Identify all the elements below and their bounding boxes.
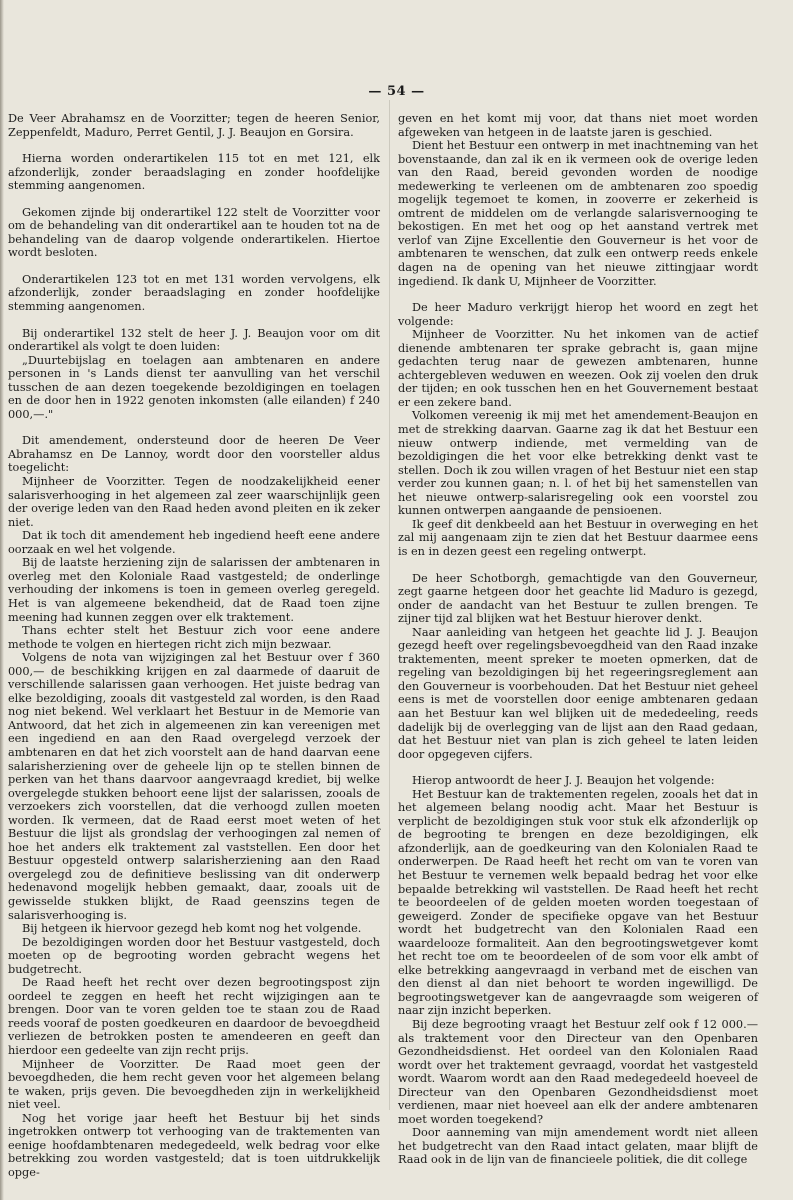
paragraph: Nog het vorige jaar heeft het Bestuur bij het sinds ingetrokken ontwerp tot verhooging van de traktementen van eenige hoofdambtenaren medegedeeld, welk bedrag voor elke betrekking zou worden vastgesteld; dat is toen uitdrukkelijk opge-: [8, 1111, 380, 1179]
paragraph: Het Bestuur kan de traktementen regelen, zooals het dat in het algemeen belang noodig acht. Maar het Bestuur is verplicht de bezoldigingen stuk voor stuk elk afzonderlijk op de begrooting te brengen en deze bezoldigingen, elk afzonderlijk, aan de goedkeuring van den Kolonialen Raad te onderwerpen. De Raad heeft het recht om van te voren van het Bestuur te vernemen welk bepaald bedrag het voor elke bepaalde betrekking wil vaststellen. De Raad heeft het recht te beoordeelen of de gelden moeten worden toegestaan of geweigerd. Zonder de specifieke opgave van het Bestuur wordt het budgetrecht van den Kolonialen Raad een waardelooze formaliteit. Aan den begrootingswetgever komt het recht toe om te beoordeelen of de som voor elk ambt of elke betrekking aangevraagd in verband met de eischen van den dienst al dan niet behoort te worden ingewilligd. De begrootingswetgever kan de aangevraagde som weigeren of naar zijn inzicht beperken.: [398, 787, 758, 1018]
paragraph: Ik geef dit denkbeeld aan het Bestuur in overweging en het zal mij aangenaam zijn te zien dat het Bestuur daarmee eens is en in dezen geest een regeling ontwerpt.: [398, 517, 758, 558]
page-number: — 54 —: [368, 84, 425, 99]
paragraph: Bij hetgeen ik hiervoor gezegd heb komt nog het volgende.: [22, 922, 362, 936]
left-column: [8, 112, 380, 1179]
paragraph: Mijnheer de Voorzitter. De Raad moet geen der bevoegdheden, die hem recht geven voor het algemeen belang te waken, prijs geven. Die bevoegdheden zijn in werkelijkheid niet veel.: [8, 1057, 380, 1112]
paragraph: Volkomen vereenig ik mij met het amendement-Beaujon en met de strekking daarvan. Gaarne zag ik dat het Bestuur een nieuw ontwerp indiende, met vermelding van de bezoldigingen die het voor elke betrekking denkt vast te stellen. Doch ik zou willen vragen of het Bestuur niet een stap verder zou kunnen gaan; n. l. of het bij het samenstellen van het nieuwe ontwerp-salarisregeling ook een voorstel zou kunnen ontwerpen aangaande de pensioenen.: [398, 409, 758, 518]
paragraph: Bij onderartikel 132 stelt de heer J. J. Beaujon voor om dit onderartikel als volgt te doen luiden:: [8, 326, 380, 354]
paragraph: Volgens de nota van wijzigingen zal het Bestuur over f 360 000,— de beschikking krijgen en zal daarmede of daaruit de verschillende salarissen gaan verhoogen. Het juiste bedrag van elke bezoldiging, zooals dit vastgesteld zal worden, is den Raad nog niet bekend. Wel verklaart het Bestuur in de Memorie van Antwoord, dat het zich in algemeenen zin kan vereenigen met een ingediend en aan den Raad overgelegd verzoek der ambtenaren en dat het zich voorstelt aan de hand daarvan eene salarisherziening over de geheele lijn op te stellen binnen de perken van het thans daarvoor aangevraagd krediet, bij welke overgelegde stukken behoort eene lijst der salarissen, zooals de verzoekers zich voorstellen, dat die verhoogd zullen moeten worden. Ik vermeen, dat de Raad eerst moet weten of het Bestuur die lijst als grondslag der verhoogingen zal nemen of hoe het anders elk traktement zal vaststellen. Een door het Bestuur opgesteld ontwerp salarisherziening aan den Raad overgelegd zou de definitieve beslissing van dit onderwerp hedenavond mogelijk hebben gemaakt, daar, zooals uit de gewisselde stukken blijkt, de Raad geenszins tegen de salarisverhooging is.: [8, 651, 380, 922]
paragraph: De bezoldigingen worden door het Bestuur vastgesteld, doch moeten op de begrooting worden gebracht wegens het budgetrecht.: [8, 935, 380, 976]
paragraph: Dat ik toch dit amendement heb ingediend heeft eene andere oorzaak en wel het volgende.: [8, 529, 380, 556]
column-divider: [389, 100, 390, 1110]
paragraph: Hierop antwoordt de heer J. J. Beaujon het volgende:: [412, 774, 715, 788]
paragraph: Dit amendement, ondersteund door de heeren De Veer Abrahamsz en De Lannoy, wordt door den voorsteller aldus toegelicht:: [8, 434, 380, 475]
paragraph: Mijnheer de Voorzitter. Nu het inkomen van de actief dienende ambtenaren ter sprake gebracht is, gaan mijne gedachten terug naar de gewezen ambtenaren, hunne achtergebleven weduwen en weezen. Ook zij voelen den druk der tijden; en ook tusschen hen en het Gouvernement bestaat er een zekere band.: [398, 328, 758, 409]
paragraph: Thans echter stelt het Bestuur zich voor eene andere methode te volgen en hiertegen richt zich mijn bezwaar.: [8, 624, 380, 651]
scan-edge-shadow: [0, 0, 4, 1200]
paragraph: „Duurtebijslag en toelagen aan ambtenaren en andere personen in 's Lands dienst ter aanvulling van het verschil tusschen de aan dezen toegekende bezoldigingen en toelagen en de door hen in 1922 genoten inkomsten (alle eilanden) f 240 000,—.": [8, 353, 380, 421]
paragraph: Door aanneming van mijn amendement wordt niet alleen het budgetrecht van den Raad intact gelaten, maar blijft de Raad ook in de lijn van de financieele politiek, die dit college: [398, 1126, 758, 1167]
paragraph: De heer Maduro verkrijgt hierop het woord en zegt het volgende:: [398, 301, 758, 328]
paragraph: Hierna worden onderartikelen 115 tot en met 121, elk afzonderlijk, zonder beraadslaging en zonder hoofdelijke stemming aangenomen.: [8, 152, 380, 193]
paragraph: Dient het Bestuur een ontwerp in met inachtneming van het bovenstaande, dan zal ik en ik vermeen ook de overige leden van den Raad, bereid gevonden worden de noodige medewerking te verleenen om de ambtenaren zoo spoedig mogelijk tegemoet te komen, in zooverre er zekerheid is omtrent de middelen om de verlangde salarisvernooging te bekostigen. En met het oog op het aanstand vertrek met verlof van Zijne Excellentie den Gouverneur is het voor de ambtenaren te wenschen, dat zulk een ontwerp reeds enkele dagen na de opening van het nieuwe zittingjaar wordt ingediend. Ik dank U, Mijnheer de Voorzitter.: [398, 139, 758, 288]
paragraph: De Raad heeft het recht over dezen begrootingspost zijn oordeel te zeggen en heeft het recht wijzigingen aan te brengen. Door van te voren gelden toe te staan zou de Raad reeds vooraf de posten goedkeuren en daardoor de bevoegdheid verliezen de betrokken posten te amendeeren en geeft dan hierdoor een gedeelte van zijn recht prijs.: [8, 976, 380, 1057]
paragraph: De Veer Abrahamsz en de Voorzitter; tegen de heeren Senior, Zeppenfeldt, Maduro, Perret Gentil, J. J. Beaujon en Gorsira.: [8, 112, 380, 139]
paragraph: Gekomen zijnde bij onderartikel 122 stelt de Voorzitter voor om de behandeling van dit onderartikel aan te houden tot na de behandeling van de daarop volgende onderartikelen. Hiertoe wordt besloten.: [8, 205, 380, 260]
paragraph: De heer Schotborgh, gemachtigde van den Gouverneur, zegt gaarne hetgeen door het geachte lid Maduro is gezegd, onder de aandacht van het Bestuur te zullen brengen. Te zijner tijd zal blijken wat het Bestuur hierover denkt.: [398, 571, 758, 626]
paragraph: Mijnheer de Voorzitter. Tegen de noodzakelijkheid eener salarisverhooging in het algemeen zal zeer waarschijnlijk geen der overige leden van den Raad heden avond pleiten en ik zeker niet.: [8, 475, 380, 529]
paragraph: Bij de laatste herziening zijn de salarissen der ambtenaren in overleg met den Koloniale Raad vastgesteld; de onderlinge verhouding der inkomens is toen in gemeen overleg geregeld. Het is van algemeene bekendheid, dat de Raad toen zijne meening had kunnen zeggen over elk traktement.: [8, 556, 380, 624]
paragraph: Bij deze begrooting vraagt het Bestuur zelf ook f 12 000.— als traktement voor den Directeur van den Openbaren Gezondheidsdienst. Het oordeel van den Kolonialen Raad wordt over het traktement gevraagd, voordat het vastgesteld wordt. Waarom wordt aan den Raad medegedeeld hoeveel de Directeur van den Openbaren Gezondheidsdienst moet verdienen, maar niet hoeveel aan elk der andere ambtenaren moet worden toegekend?: [398, 1018, 758, 1126]
paragraph: geven en het komt mij voor, dat thans niet moet worden afgeweken van hetgeen in de laatste jaren is geschied.: [398, 112, 758, 139]
paragraph: Naar aanleiding van hetgeen het geachte lid J. J. Beaujon gezegd heeft over regelingsbevoegdheid van den Raad inzake traktementen, meent spreker te moeten opmerken, dat de regeling van bezoldigingen bij het regeeringsreglement aan den Gouverneur is voorbehouden. Dat het Bestuur niet geheel eens is met de voorstellen door eenige ambtenaren gedaan aan het Bestuur kan wel blijken uit de mededeeling, reeds dadelijk bij de overlegging van de lijst aan den Raad gedaan, dat het Bestuur niet van plan is zich geheel te laten leiden door opgegeven cijfers.: [398, 625, 758, 761]
paragraph: Onderartikelen 123 tot en met 131 worden vervolgens, elk afzonderlijk, zonder beraadslaging en zonder hoofdelijke stemming aangenomen.: [8, 272, 380, 314]
right-column: [398, 112, 758, 1167]
